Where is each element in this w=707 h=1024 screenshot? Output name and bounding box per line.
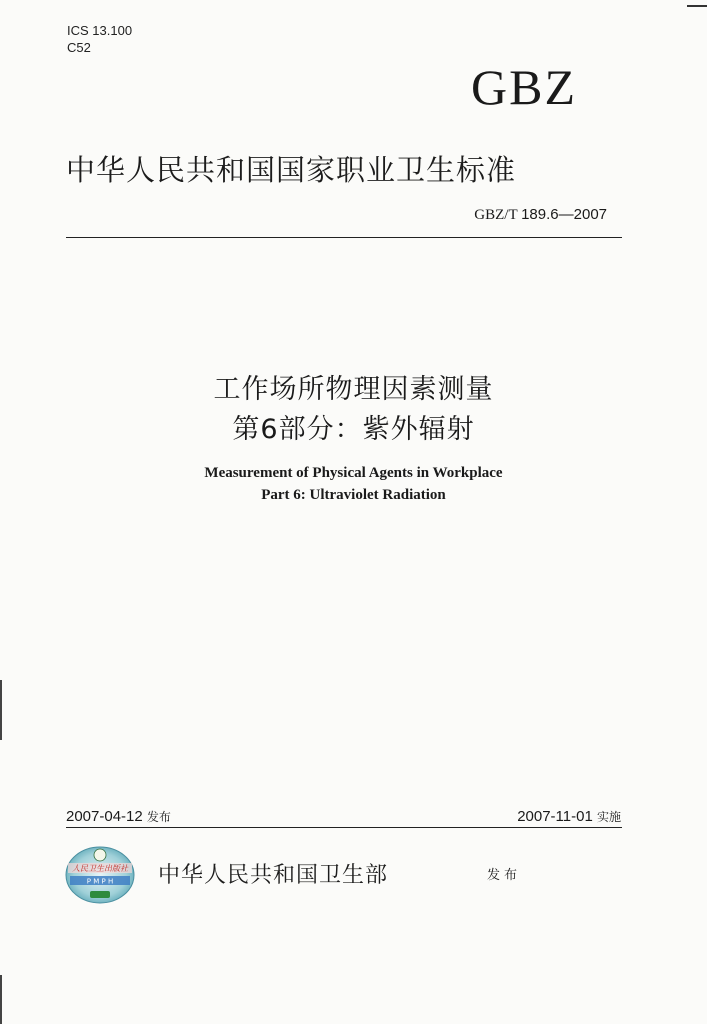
- standard-code: [474, 206, 607, 224]
- title-en-line2: Part 6: Ultraviolet Radiation: [261, 487, 446, 503]
- publisher-name: 中华人民共和国卫生部: [158, 863, 389, 888]
- effective-date-label: 实施: [596, 810, 621, 824]
- issue-date-label: 发布: [146, 810, 171, 824]
- corner-mark: [687, 5, 707, 7]
- ics-code: ICS 13.100: [67, 23, 133, 38]
- standard-code-number: 189.6—2007: [521, 206, 607, 223]
- issue-date-value: 2007-04-12: [66, 808, 143, 825]
- effective-date: [517, 808, 621, 825]
- seal-letters: P M P H: [86, 877, 114, 886]
- publisher-seal-icon: [64, 845, 136, 905]
- effective-date-value: 2007-11-01: [517, 808, 593, 825]
- seal-name: 人民卫生出版社: [72, 864, 128, 873]
- standard-body-title: 中华人民共和国国家职业卫生标准: [66, 153, 517, 187]
- standard-code-prefix: GBZ/T: [474, 207, 518, 223]
- classification-codes: [67, 22, 132, 56]
- footer-divider: [66, 827, 622, 828]
- title-zh-line1: 工作场所物理因素测量: [213, 374, 494, 405]
- gbz-logo: GBZ: [471, 59, 577, 115]
- scan-edge-mark: [0, 680, 2, 740]
- title-zh-line2: 第6部分：紫外辐射: [232, 414, 475, 445]
- scan-edge-mark-bottom: [0, 975, 2, 1024]
- ccs-code: C52: [67, 40, 91, 55]
- publisher-verb: 发布: [487, 868, 522, 883]
- issue-date: [66, 808, 171, 825]
- header-divider: [66, 237, 622, 238]
- title-en-line1: Measurement of Physical Agents in Workplace: [204, 465, 503, 481]
